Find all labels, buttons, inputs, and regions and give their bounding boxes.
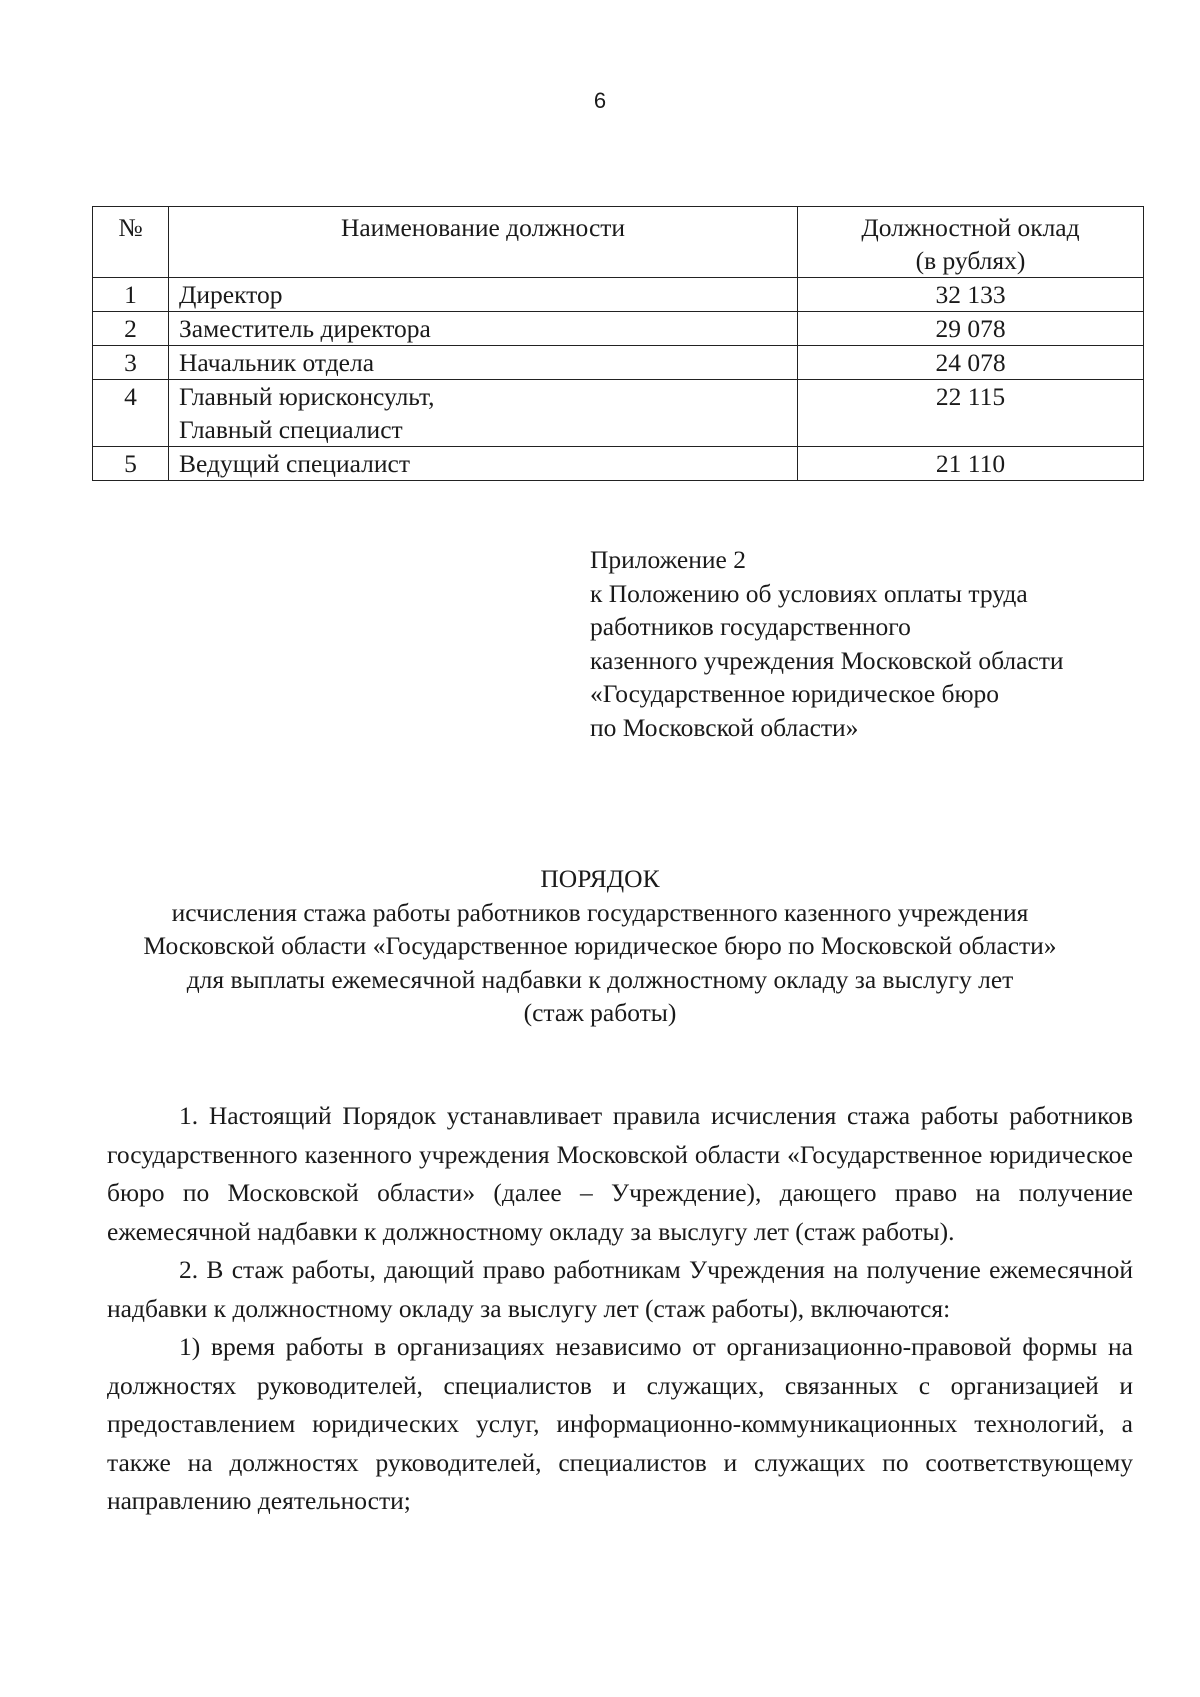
body-text	[107, 1097, 1133, 1521]
table-row	[93, 346, 1144, 380]
table-row	[93, 447, 1144, 481]
row-num: 1	[93, 278, 169, 312]
row-position-name: Начальник отдела	[169, 346, 798, 380]
document-subtitle-line: исчисления стажа работы работников государственного казенного учреждения	[171, 897, 1029, 927]
row-position-name-line2: Главный специалист	[179, 415, 403, 444]
row-salary: 24 078	[798, 346, 1144, 380]
row-position-name	[169, 380, 798, 447]
header-num: №	[93, 207, 169, 278]
row-num: 4	[93, 380, 169, 447]
row-salary: 22 115	[798, 380, 1144, 447]
page-number: 6	[593, 88, 607, 113]
appendix-line: к Положению об условиях оплаты труда	[590, 578, 1028, 608]
row-position-name: Заместитель директора	[169, 312, 798, 346]
appendix-line: казенного учреждения Московской области	[590, 645, 1064, 675]
document-subtitle-line: для выплаты ежемесячной надбавки к должностному окладу за выслугу лет	[186, 964, 1014, 994]
row-position-name: Ведущий специалист	[169, 447, 798, 481]
row-num: 5	[93, 447, 169, 481]
row-salary: 21 110	[798, 447, 1144, 481]
document-subtitle-line: Московской области «Государственное юридическое бюро по Московской области»	[143, 931, 1057, 960]
document-subtitle-line: (стаж работы)	[523, 998, 677, 1027]
header-salary-line1: Должностной оклад	[861, 213, 1080, 242]
table-header-row	[93, 207, 1144, 278]
row-salary: 29 078	[798, 312, 1144, 346]
paragraph: 1. Настоящий Порядок устанавливает правила исчисления стажа работы работников государственного казенного учреждения Московской области «Государственное юридическое бюро по Московской области» (далее – Учреждение), дающего право на получение ежемесячной надбавки к должностному окладу за выслугу лет (стаж работы).	[107, 1101, 1133, 1246]
appendix-line: работников государственного	[590, 612, 911, 641]
header-salary	[798, 207, 1144, 278]
paragraph: 1) время работы в организациях независимо от организационно-правовой формы на должностях руководителей, специалистов и служащих, связанных с организацией и предоставлением юридических услуг, информационно-коммуникационных технологий, а также на должностях руководителей, специалистов и служащих по соответствующему направлению деятельности;	[107, 1332, 1133, 1515]
document-heading	[80, 862, 1120, 1030]
paragraph: 2. В стаж работы, дающий право работникам Учреждения на получение ежемесячной надбавки к должностному окладу за выслугу лет (стаж работы), включаются:	[107, 1255, 1133, 1323]
row-position-name-line1: Главный юрисконсульт,	[179, 382, 435, 411]
row-num: 3	[93, 346, 169, 380]
row-position-name: Директор	[169, 278, 798, 312]
row-num: 2	[93, 312, 169, 346]
table-row	[93, 380, 1144, 447]
table-row	[93, 278, 1144, 312]
appendix-line: «Государственное юридическое бюро	[590, 679, 1000, 708]
header-position-name: Наименование должности	[169, 207, 798, 278]
appendix-line: Приложение 2	[590, 545, 746, 574]
appendix-block	[590, 543, 1150, 744]
header-salary-line2: (в рублях)	[915, 246, 1026, 275]
appendix-line: по Московской области»	[590, 712, 859, 742]
document-title: ПОРЯДОК	[540, 864, 660, 893]
table-row	[93, 312, 1144, 346]
salary-table	[92, 206, 1144, 481]
row-salary: 32 133	[798, 278, 1144, 312]
